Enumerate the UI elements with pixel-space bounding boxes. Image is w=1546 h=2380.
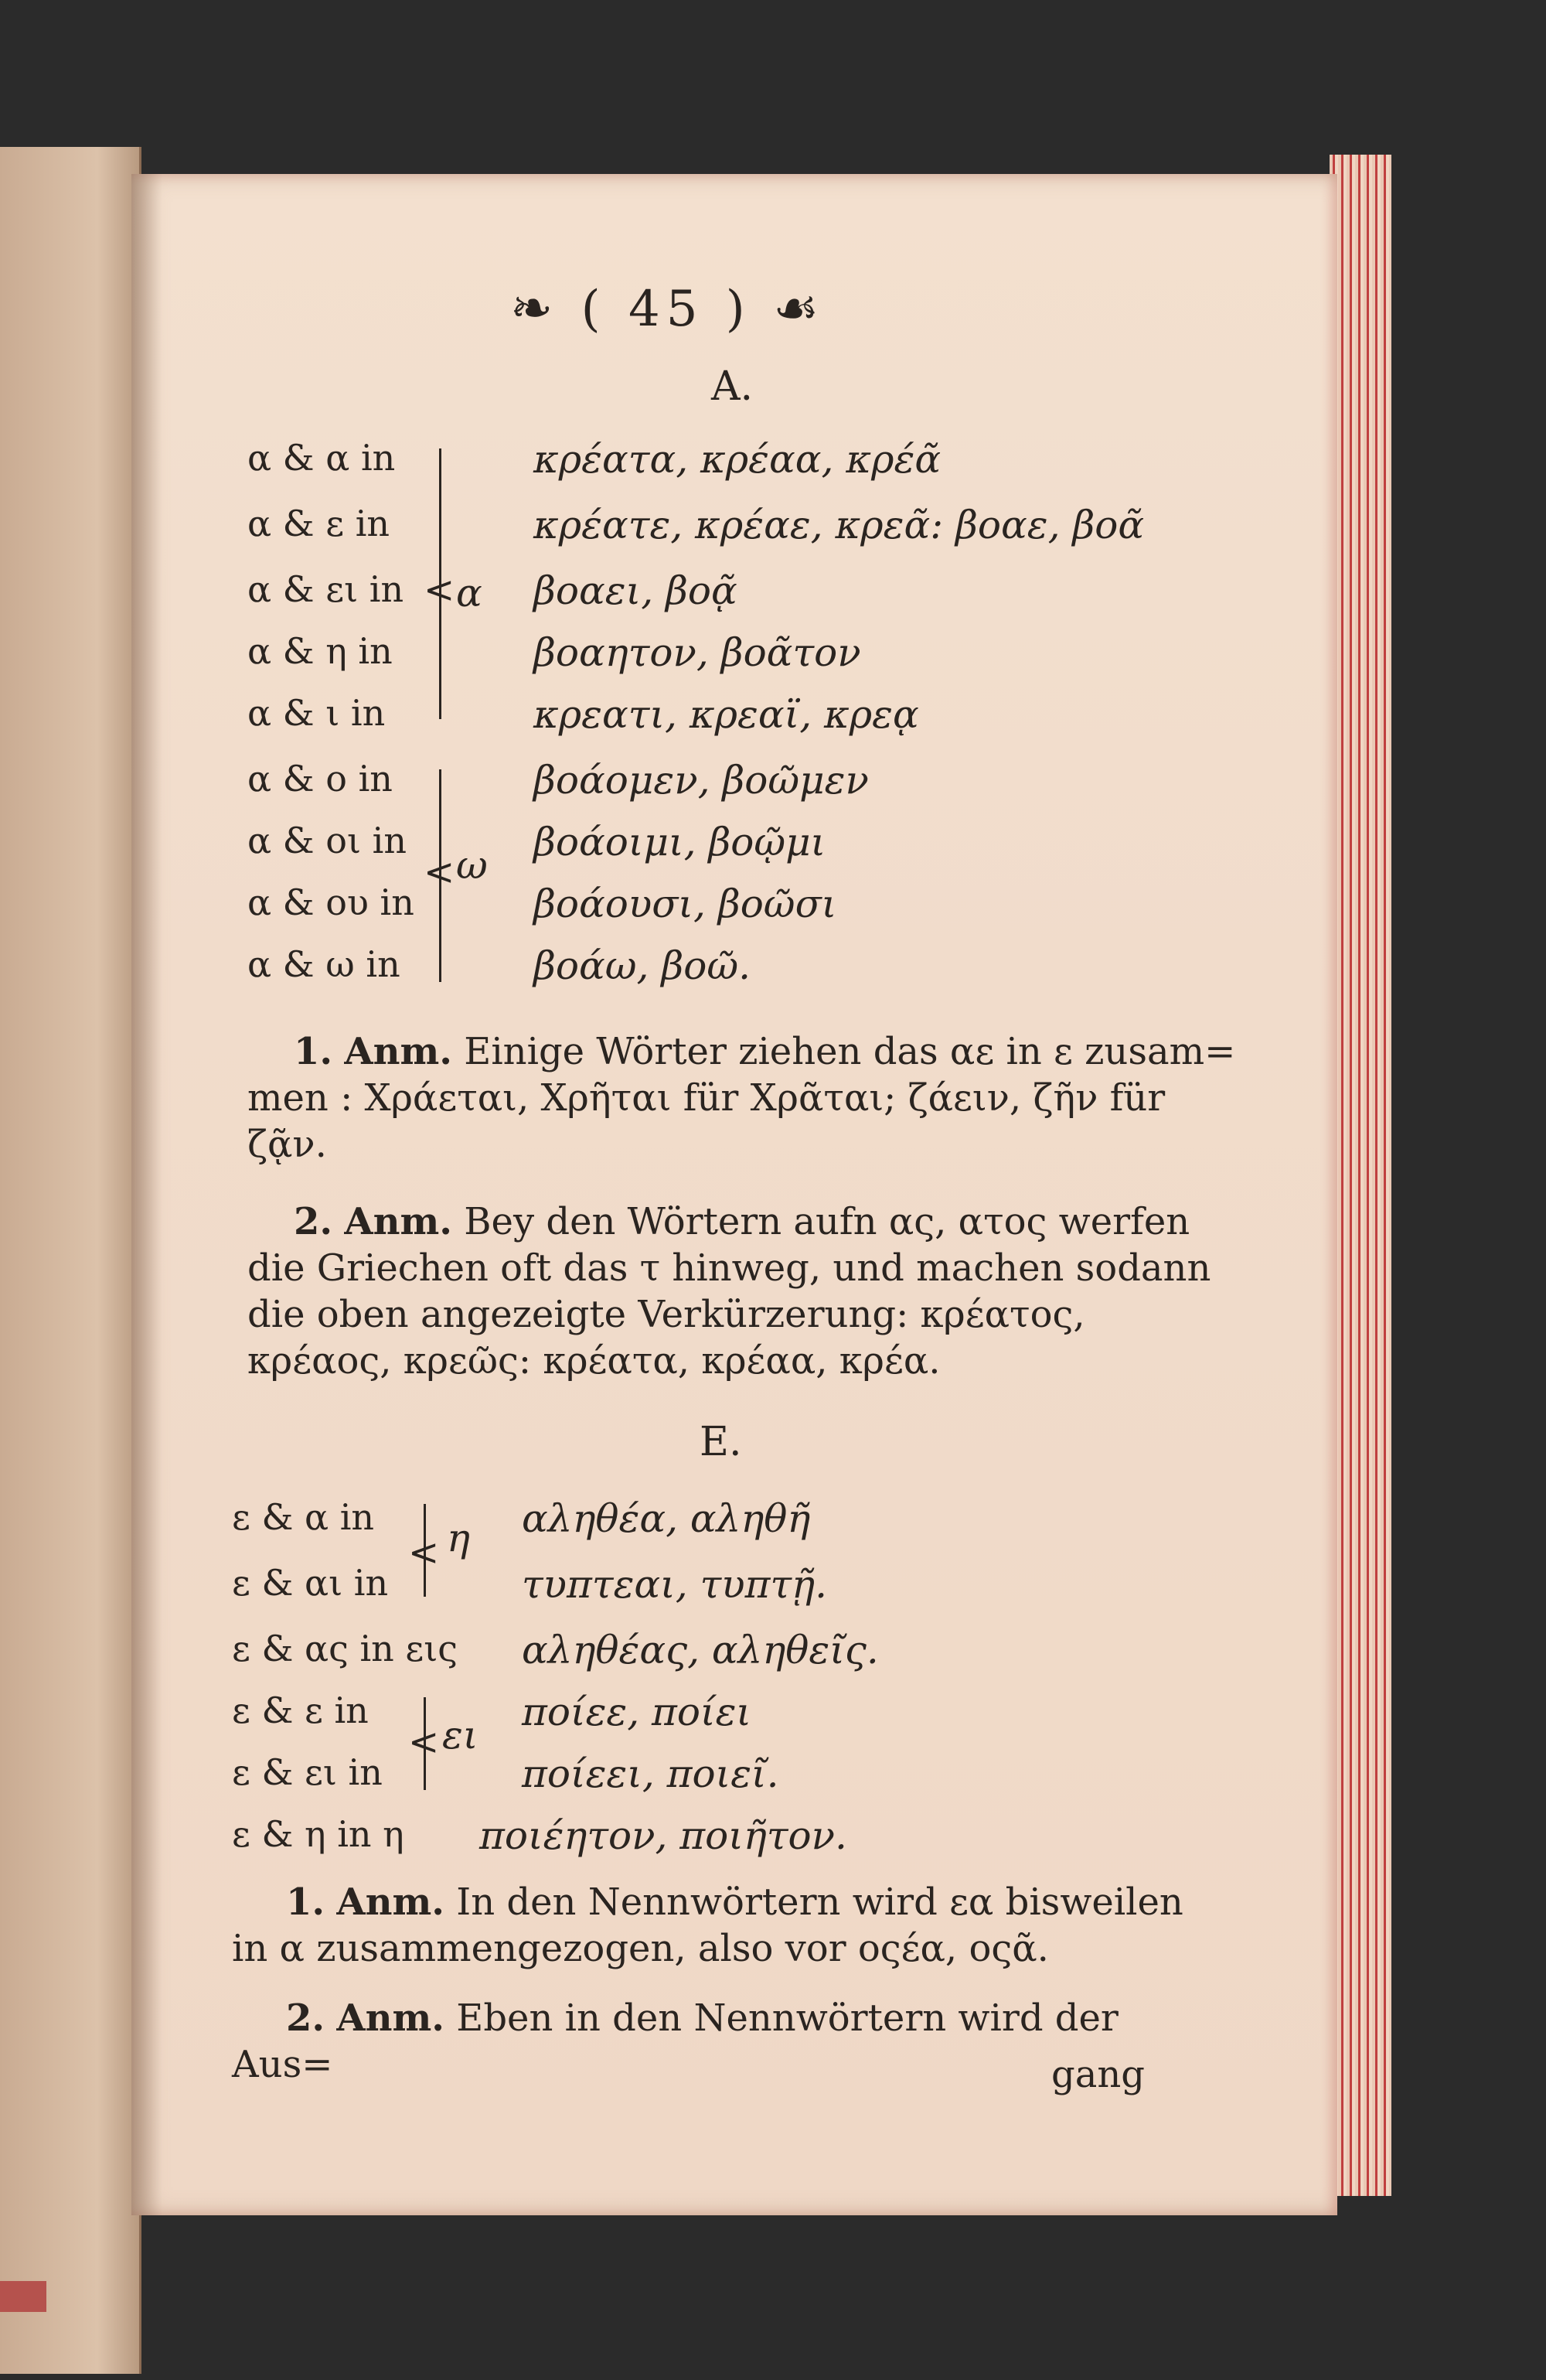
- e-row-result: ποίεε, ποίει: [522, 1690, 752, 1734]
- a-row-result: κρέατε, κρέαε, κρεᾶ: βοαε, βοᾶ: [533, 503, 1145, 547]
- catchword: gang: [1051, 2053, 1145, 2096]
- note-text: In den Nennwörtern wird εα bisweilen in α zusammengezogen, also vor οςέα, οςᾶ.: [232, 1880, 1183, 1970]
- e-row-left: ε & ε in: [232, 1690, 369, 1731]
- note-label: Anm.: [344, 1200, 453, 1243]
- brace-point: <: [424, 568, 455, 612]
- section-a-title: A.: [711, 363, 754, 410]
- a-row-result: βοάω, βοῶ.: [533, 943, 751, 988]
- note-number: 1.: [294, 1030, 333, 1073]
- a-row-left: α & ο in: [247, 758, 393, 800]
- e-row-left: ε & ας in εις: [232, 1628, 458, 1669]
- e-row-result: αληθέα, αληθῆ: [522, 1496, 811, 1541]
- a-row-left: α & οι in: [247, 820, 407, 861]
- note-label: Anm.: [344, 1030, 453, 1073]
- brace-label-ei: ει: [442, 1713, 478, 1758]
- e-row-left: ε & αι in: [232, 1562, 389, 1604]
- brace-point: <: [424, 851, 455, 894]
- ornament-right-icon: ☙: [773, 278, 826, 338]
- a-row-left: α & η in: [247, 630, 393, 672]
- note-a1: [247, 1028, 1237, 1168]
- a-row-left: α & ου in: [247, 881, 414, 923]
- a-row-result: κρεατι, κρεαϊ, κρεᾳ: [533, 692, 919, 737]
- note-text: Eben in den Nennwörtern wird der Aus=: [232, 1996, 1119, 2086]
- e-row-result: ποιέητον, ποιῆτον.: [479, 1813, 847, 1858]
- brace-point: <: [408, 1720, 440, 1764]
- note-label: Anm.: [336, 1880, 445, 1924]
- e-row-result: ποίεει, ποιεῖ.: [522, 1751, 779, 1796]
- e-row-left: ε & η in η: [232, 1813, 404, 1855]
- a-row-left: α & ε in: [247, 503, 390, 544]
- brace-point: <: [408, 1531, 440, 1574]
- page-number: ( 45 ): [581, 281, 751, 338]
- a-row-result: βοάουσι, βοῶσι: [533, 881, 837, 926]
- e-row-result: τυπτεαι, τυπτῇ.: [522, 1562, 827, 1607]
- e-row-left: ε & ει in: [232, 1751, 383, 1793]
- section-e-title: E.: [700, 1419, 742, 1465]
- note-number: 1.: [286, 1880, 325, 1924]
- ornament-left-icon: ❧: [510, 278, 560, 338]
- e-row-result: αληθέας, αληθεῖς.: [522, 1628, 879, 1672]
- a-row-result: βοάομεν, βοῶμεν: [533, 758, 869, 803]
- note-e1: [232, 1879, 1221, 1972]
- e-row-left: ε & α in: [232, 1496, 375, 1538]
- a-row-left: α & α in: [247, 437, 396, 479]
- note-text: Bey den Wörtern aufn ας, ατος werfen die Griechen oft das τ hinweg, und machen sodann die oben angezeigte Verkürzerung: κρέατος, κρέαος, κρεῶς: κρέατα, κρέαα, κρέα.: [247, 1200, 1211, 1383]
- facing-page-edge: [0, 147, 141, 2374]
- a-row-result: βοαητον, βοᾶτον: [533, 630, 861, 675]
- running-header: [510, 278, 825, 338]
- note-number: 2.: [286, 1996, 325, 2040]
- a-row-result: βοαει, βοᾷ: [533, 568, 737, 613]
- page-stack-edge: [1330, 155, 1391, 2196]
- note-number: 2.: [294, 1200, 333, 1243]
- a-row-left: α & ει in: [247, 568, 404, 610]
- a-row-left: α & ι in: [247, 692, 386, 734]
- note-a2: [247, 1199, 1237, 1384]
- spine-shadow: [131, 174, 162, 2215]
- note-text: Einige Wörter ziehen das αε in ε zusam= men : Χράεται, Χρῆται für Χρᾶται; ζάειν, ζῆν für ζᾷν.: [247, 1030, 1236, 1166]
- brace-label-eta: η: [447, 1516, 470, 1560]
- a-row-result: κρέατα, κρέαα, κρέᾶ: [533, 437, 942, 482]
- a-row-left: α & ω in: [247, 943, 400, 985]
- a-row-result: βοάοιμι, βοῷμι: [533, 820, 826, 864]
- note-label: Anm.: [336, 1996, 445, 2040]
- brace-label-alpha: α: [456, 571, 482, 615]
- brace-label-omega: ω: [456, 843, 488, 888]
- red-edge-mark: [0, 2281, 46, 2312]
